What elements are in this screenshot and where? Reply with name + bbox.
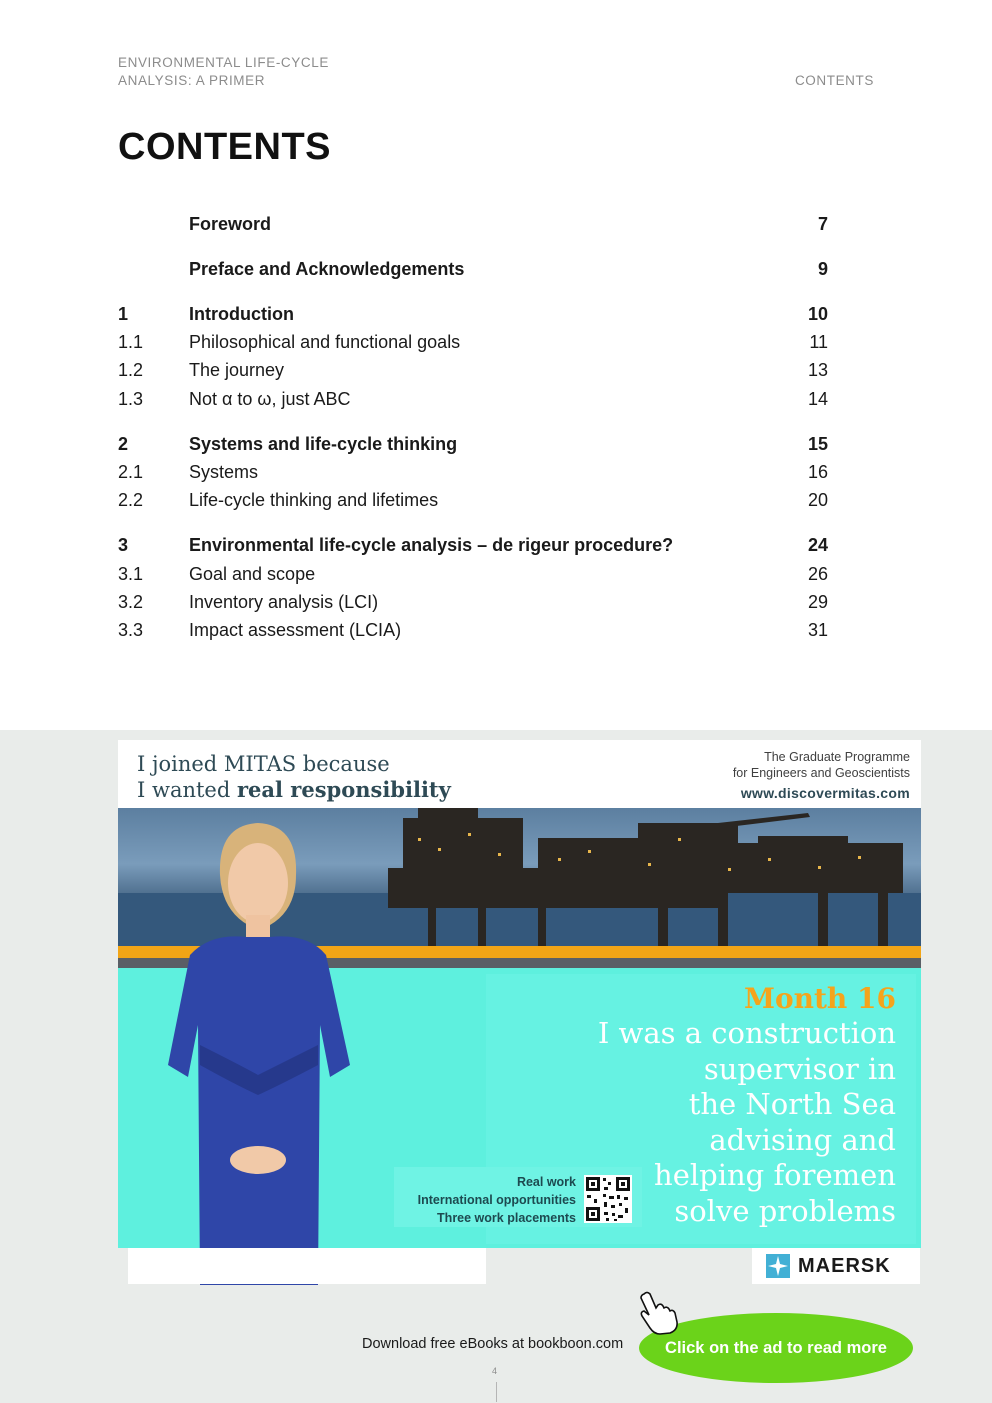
toc-label: Impact assessment (LCIA) [189, 620, 402, 640]
page-number: 4 [492, 1366, 498, 1376]
ad-headline-line1: I joined MITAS because [137, 752, 390, 776]
toc-page: 24 [807, 535, 828, 555]
toc-label: Life-cycle thinking and lifetimes [189, 490, 439, 510]
toc-number: 1.1 [118, 332, 144, 352]
toc-label: Goal and scope [189, 564, 316, 584]
toc-entry[interactable] [118, 532, 828, 558]
ad-headline-prefix: I wanted [137, 778, 237, 802]
toc-number: 1.3 [118, 389, 144, 409]
toc-number: 1 [118, 304, 129, 324]
ad-story-line: helping foremen [654, 1158, 896, 1192]
ad-bottom-strip [128, 1248, 486, 1284]
toc-entry[interactable] [118, 211, 828, 237]
toc-label: Not α to ω, just ABC [189, 389, 351, 409]
toc-entry[interactable] [118, 386, 828, 412]
toc-label: Preface and Acknowledgements [189, 259, 465, 279]
book-title-line2: ANALYSIS: A PRIMER [118, 73, 266, 88]
ad-bullet: International opportunities [417, 1193, 576, 1207]
toc-label: Inventory analysis (LCI) [189, 592, 379, 612]
toc-page: 9 [817, 259, 828, 279]
toc-entry[interactable] [118, 301, 828, 327]
toc-label: Introduction [189, 304, 294, 324]
page-number-divider [496, 1382, 497, 1402]
running-header-book-title [118, 54, 329, 90]
ad-programme-info[interactable] [733, 749, 910, 801]
maersk-star-icon [766, 1254, 790, 1278]
toc-entry[interactable] [118, 256, 828, 282]
toc-number: 1.2 [118, 360, 144, 380]
toc-page: 16 [807, 462, 828, 482]
toc-entry[interactable] [118, 357, 828, 383]
toc-page: 10 [807, 304, 828, 324]
hand-cursor-icon [636, 1290, 680, 1336]
ad-url-link[interactable]: www.discovermitas.com [740, 785, 910, 801]
ad-story-line: I was a construction [597, 1016, 896, 1050]
toc-page: 11 [809, 332, 828, 352]
ad-story-line: supervisor in [703, 1051, 896, 1086]
toc-page: 13 [807, 360, 828, 380]
toc-entry[interactable] [118, 617, 828, 643]
toc-entry[interactable] [118, 589, 828, 615]
programme-line1: The Graduate Programme [764, 750, 910, 764]
download-link[interactable]: Download free eBooks at bookboon.com [362, 1336, 624, 1352]
toc-number: 2.2 [118, 490, 144, 510]
toc-page: 15 [807, 434, 828, 454]
toc-number: 3.1 [118, 564, 144, 584]
toc-entry[interactable] [118, 329, 828, 355]
ad-bullet: Real work [516, 1175, 576, 1189]
page-title: CONTENTS [118, 126, 331, 168]
ad-story-line: advising and [709, 1122, 896, 1157]
toc-entry[interactable] [118, 431, 828, 457]
toc-entry[interactable] [118, 459, 828, 485]
toc-number: 3.3 [118, 620, 144, 640]
ad-bullet: Three work placements [437, 1211, 576, 1225]
toc-number: 2 [118, 434, 129, 454]
ad-story-line: solve problems [674, 1193, 896, 1228]
ad-headline-line2 [137, 777, 451, 803]
running-header-section: CONTENTS [794, 73, 874, 88]
ad-bullets [394, 1173, 576, 1227]
woman-figure-image [140, 815, 380, 1285]
toc-page: 20 [807, 490, 828, 510]
ad-month-label: Month 16 [743, 982, 896, 1015]
book-title-line1: ENVIRONMENTAL LIFE-CYCLE [118, 55, 329, 70]
toc-number: 3.2 [118, 592, 144, 612]
toc-page: 7 [817, 214, 828, 234]
toc-label: Foreword [189, 214, 272, 234]
toc-label: Systems and life-cycle thinking [189, 434, 458, 454]
read-more-label[interactable]: Click on the ad to read more [665, 1339, 887, 1357]
toc-page: 29 [807, 592, 828, 612]
programme-line2: for Engineers and Geoscientists [732, 766, 910, 780]
maersk-logo[interactable] [752, 1248, 920, 1284]
ad-story-line: the North Sea [688, 1087, 896, 1121]
toc-label: Environmental life-cycle analysis – de rigeur procedure? [189, 535, 674, 555]
toc-entry[interactable] [118, 487, 828, 513]
toc-number: 2.1 [118, 462, 144, 482]
maersk-brand-text: MAERSK [798, 1255, 891, 1277]
qr-code-icon[interactable] [584, 1175, 632, 1223]
toc-number: 3 [118, 535, 129, 555]
toc-page: 31 [807, 620, 828, 640]
toc-label: The journey [189, 360, 285, 380]
toc-entry[interactable] [118, 561, 828, 587]
toc-page: 14 [807, 389, 828, 409]
star-icon [766, 1254, 790, 1278]
ad-headline[interactable] [137, 751, 451, 803]
toc-label: Philosophical and functional goals [189, 332, 461, 352]
ad-headline-bold: real responsibility [236, 777, 451, 802]
toc-label: Systems [189, 462, 259, 482]
toc-page: 26 [807, 564, 828, 584]
